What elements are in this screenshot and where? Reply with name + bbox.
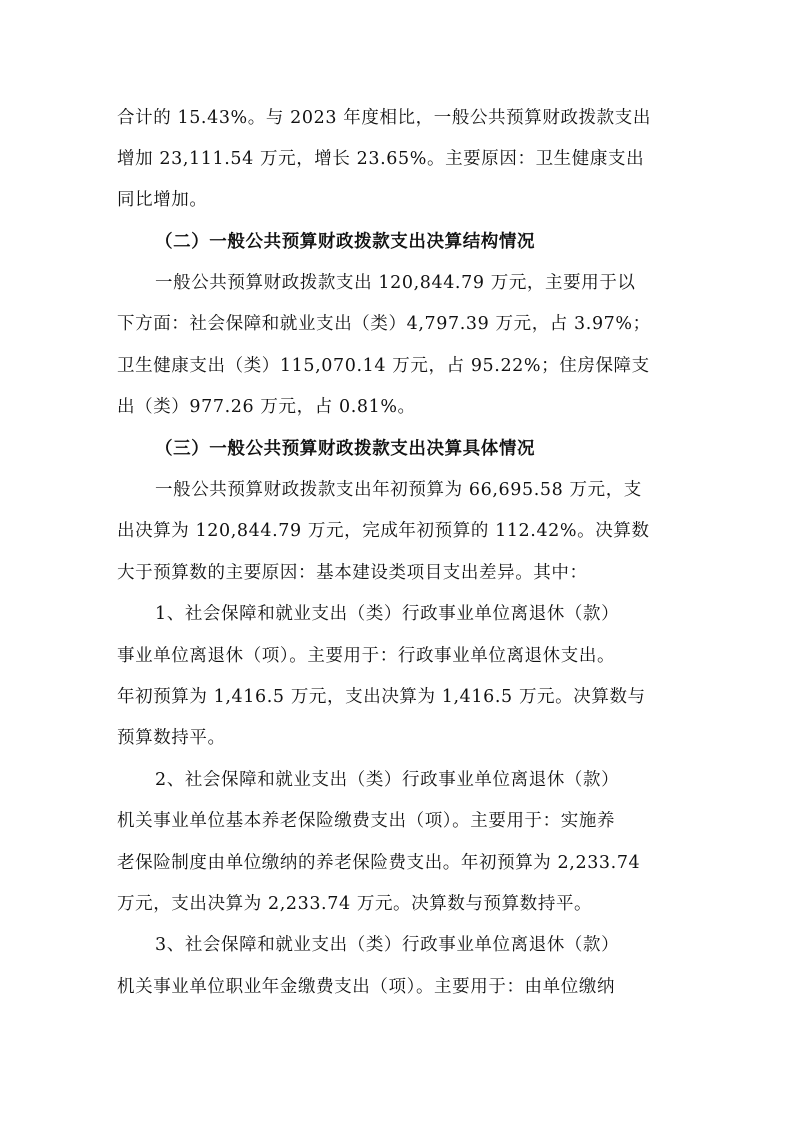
body-text-line: 一般公共预算财政拨款支出年初预算为 66,695.58 万元，支 (155, 480, 642, 500)
body-text-line: 万元，支出决算为 2,233.74 万元。决算数与预算数持平。 (117, 894, 593, 914)
body-text-line: 一般公共预算财政拨款支出 120,844.79 万元，主要用于以 (155, 273, 636, 293)
body-text-line: 年初预算为 1,416.5 万元，支出决算为 1,416.5 万元。决算数与 (117, 687, 646, 707)
body-text-line: 3、社会保障和就业支出（类）行政事业单位离退休（款） (155, 935, 620, 955)
section-heading-2: （二）一般公共预算财政拨款支出决算结构情况 (155, 232, 536, 252)
body-text-line: 卫生健康支出（类）115,070.14 万元，占 95.22%；住房保障支 (117, 356, 650, 376)
body-text-line: 2、社会保障和就业支出（类）行政事业单位离退休（款） (155, 770, 620, 790)
body-text-line: 同比增加。 (117, 190, 208, 210)
body-text-line: 机关事业单位基本养老保险缴费支出（项）。主要用于：实施养 (117, 811, 616, 831)
section-heading-3: （三）一般公共预算财政拨款支出决算具体情况 (155, 439, 536, 459)
body-text-line: 老保险制度由单位缴纳的养老保险费支出。年初预算为 2,233.74 (117, 853, 641, 873)
body-text-line: 事业单位离退休（项）。主要用于：行政事业单位离退休支出。 (117, 646, 616, 666)
body-text-line: 下方面：社会保障和就业支出（类）4,797.39 万元，占 3.97%； (117, 314, 651, 334)
body-text-line: 1、社会保障和就业支出（类）行政事业单位离退休（款） (155, 604, 620, 624)
body-text-line: 出决算为 120,844.79 万元，完成年初预算的 112.42%。决算数 (117, 521, 650, 541)
body-text-line: 出（类）977.26 万元，占 0.81%。 (117, 397, 416, 417)
body-text-line: 增加 23,111.54 万元，增长 23.65%。主要原因：卫生健康支出 (117, 149, 645, 169)
body-text-line: 合计的 15.43%。与 2023 年度相比，一般公共预算财政拨款支出 (117, 108, 651, 128)
body-text-line: 大于预算数的主要原因：基本建设类项目支出差异。其中： (117, 563, 588, 583)
body-text-line: 机关事业单位职业年金缴费支出（项）。主要用于：由单位缴纳 (117, 977, 616, 997)
body-text-line: 预算数持平。 (117, 728, 226, 748)
